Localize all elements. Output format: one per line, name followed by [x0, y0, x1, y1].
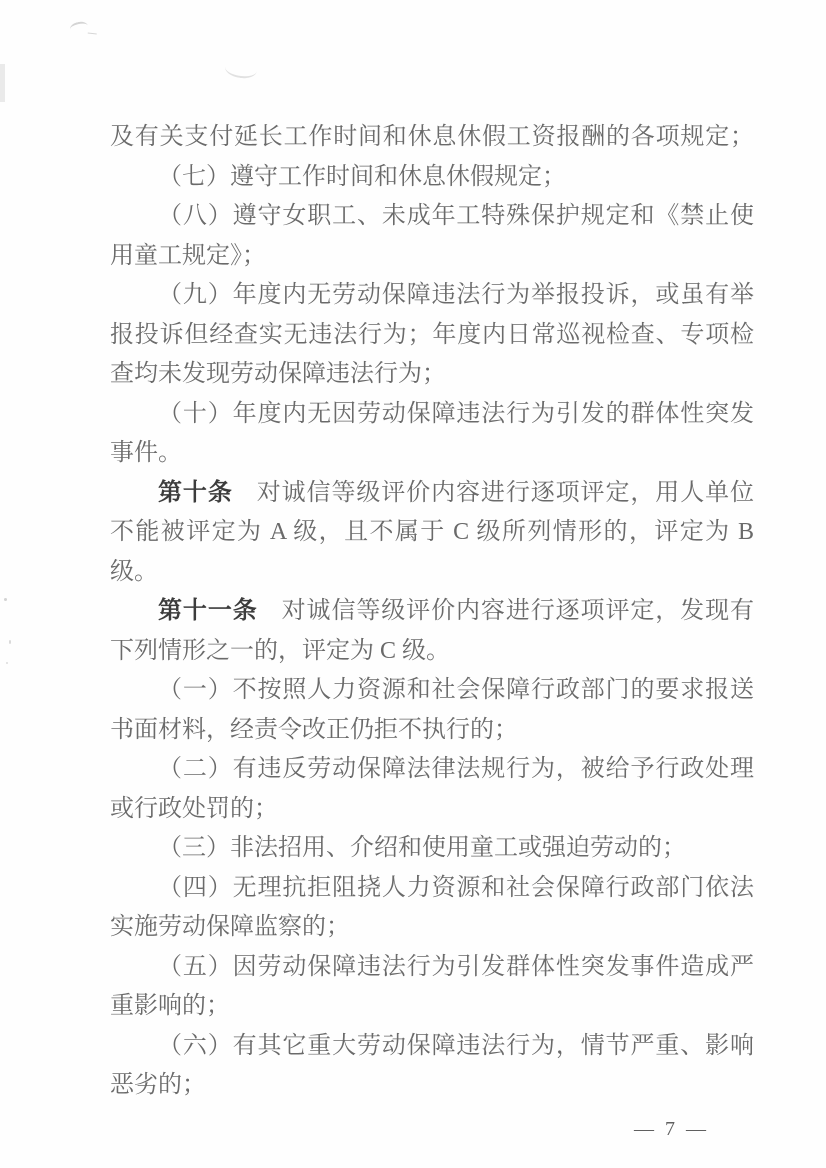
scan-artifact	[224, 58, 258, 80]
article-11-number: 第十一条	[158, 598, 258, 624]
article-11-text: 对诚信等级评价内容进行逐项评定，发现有下列情形之一的，评定为 C 级。	[110, 598, 755, 664]
scan-artifact	[6, 662, 8, 664]
paragraph-item-8: （八）遵守女职工、未成年工特殊保护规定和《禁止使用童工规定》；	[110, 203, 754, 269]
paragraph-continuation: 及有关支付延长工作时间和休息休假工资报酬的各项规定；	[110, 124, 754, 150]
paragraph-item-10: （十）年度内无因劳动保障违法行为引发的群体性突发事件。	[110, 400, 754, 466]
paragraph-item-2: （二）有违反劳动保障法律法规行为，被给予行政处理或行政处罚的；	[110, 756, 754, 822]
scan-artifact	[9, 640, 11, 644]
paragraph-item-5: （五）因劳动保障违法行为引发群体性突发事件造成严重影响的；	[110, 953, 754, 1019]
scan-artifact	[69, 20, 89, 35]
paragraph-item-1: （一）不按照人力资源和社会保障行政部门的要求报送书面材料，经责令改正仍拒不执行的；	[110, 677, 754, 743]
scan-artifact	[88, 28, 98, 35]
scan-artifact	[0, 64, 5, 102]
page-number: — 7 —	[634, 1118, 709, 1140]
paragraph-item-9: （九）年度内无劳动保障违法行为举报投诉，或虽有举报投诉但经查实无违法行为；年度内日常巡视检查、专项检查均未发现劳动保障违法行为；	[110, 282, 754, 387]
paragraph-article-10	[110, 474, 754, 593]
paragraph-article-11	[110, 592, 754, 671]
paragraph-item-7: （七）遵守工作时间和休息休假规定；	[158, 163, 566, 190]
article-10-text: 对诚信等级评价内容进行逐项评定，用人单位不能被评定为 A 级，且不属于 C 级所列情形的，评定为 B 级。	[110, 479, 755, 585]
article-10-number: 第十条	[158, 479, 233, 506]
paragraph-item-6: （六）有其它重大劳动保障违法行为，情节严重、影响恶劣的；	[110, 1032, 754, 1098]
paragraph-item-4: （四）无理抗拒阻挠人力资源和社会保障行政部门依法实施劳动保障监察的；	[110, 874, 754, 940]
scan-artifact	[4, 598, 7, 601]
paragraph-item-3: （三）非法招用、介绍和使用童工或强迫劳动的；	[158, 835, 686, 861]
document-body-text	[110, 118, 754, 1106]
